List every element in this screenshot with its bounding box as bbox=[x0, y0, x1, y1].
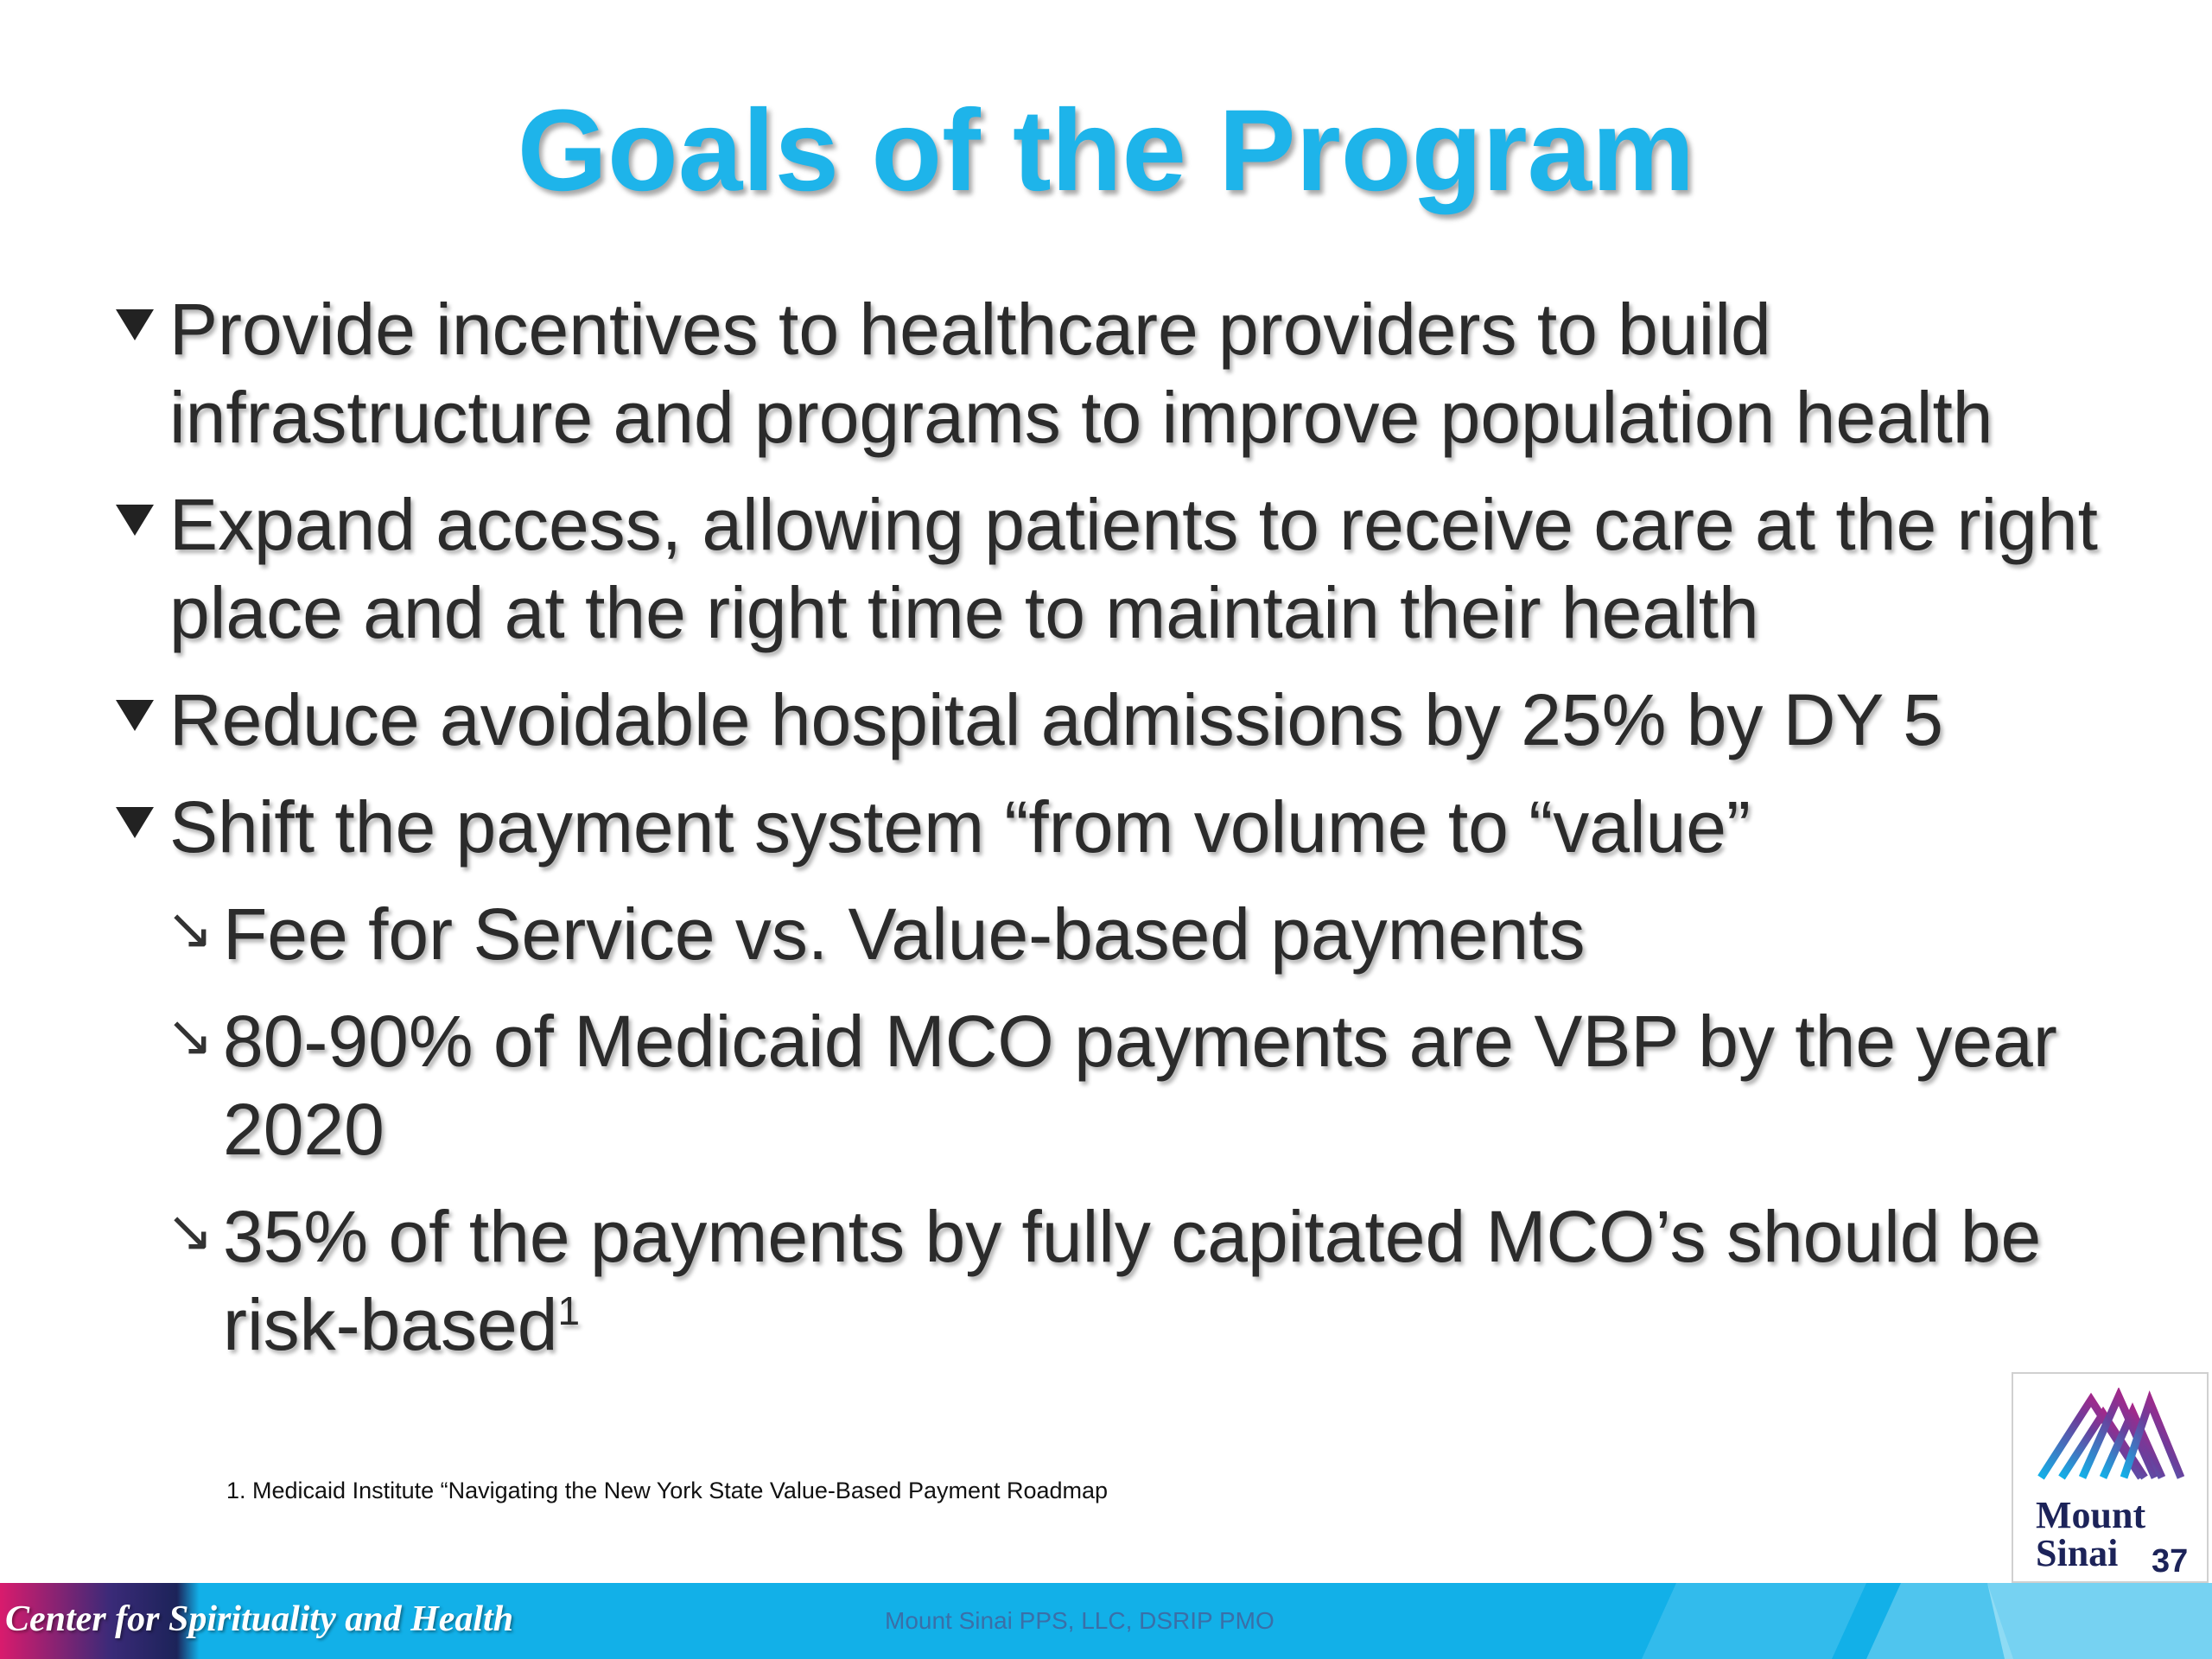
triangle-bullet-icon bbox=[112, 301, 157, 346]
sub-bullet-item bbox=[112, 1192, 2143, 1369]
logo-wordmark bbox=[2036, 1494, 2146, 1574]
bullet-list bbox=[112, 285, 2143, 1388]
footnote: 1. Medicaid Institute “Navigating the New York State Value-Based Payment Roadmap bbox=[226, 1478, 1109, 1503]
bullet-text: Expand access, allowing patients to receive care at the right place and at the right time to maintain their health bbox=[169, 484, 2098, 653]
sub-bullet-item bbox=[112, 997, 2143, 1173]
mount-sinai-logo bbox=[2012, 1372, 2209, 1583]
triangle-bullet-icon bbox=[112, 496, 157, 541]
bullet-text: Shift the payment system “from volume to “value” bbox=[169, 786, 1751, 868]
bullet-text: Reduce avoidable hospital admissions by 25% by DY 5 bbox=[169, 679, 1943, 760]
logo-line-2: Sinai bbox=[2036, 1532, 2119, 1574]
triangle-bullet-icon bbox=[112, 691, 157, 736]
triangle-bullet-icon bbox=[112, 798, 157, 843]
footnote-marker: 1 bbox=[557, 1288, 581, 1333]
sub-bullet-text: 80-90% of Medicaid MCO payments are VBP by the year 2020 bbox=[223, 1001, 2057, 1170]
bullet-item bbox=[112, 783, 2143, 871]
sub-bullet-text: Fee for Service vs. Value-based payments bbox=[223, 893, 1586, 975]
mount-sinai-logo-icon bbox=[2036, 1388, 2188, 1483]
arrow-bullet-icon: ↘ bbox=[166, 895, 214, 962]
slide-number: 37 bbox=[2152, 1543, 2189, 1580]
logo-line-1: Mount bbox=[2036, 1494, 2146, 1536]
bullet-text: Provide incentives to healthcare providers to build infrastructure and programs to improve population health bbox=[169, 289, 1993, 458]
arrow-bullet-icon: ↘ bbox=[166, 1198, 214, 1264]
footer-center-text: Mount Sinai PPS, LLC, DSRIP PMO bbox=[885, 1607, 1274, 1634]
footer-brand: Center for Spirituality and Health bbox=[5, 1599, 514, 1639]
bullet-item bbox=[112, 285, 2143, 461]
sub-bullet-text: 35% of the payments by fully capitated MCO’s should be risk-based bbox=[223, 1196, 2042, 1365]
bullet-item bbox=[112, 676, 2143, 764]
sub-bullet-item bbox=[112, 890, 2143, 978]
footer-bar bbox=[0, 1583, 2212, 1659]
arrow-bullet-icon: ↘ bbox=[166, 1002, 214, 1069]
slide-title: Goals of the Program bbox=[517, 86, 1695, 215]
bullet-item bbox=[112, 480, 2143, 657]
